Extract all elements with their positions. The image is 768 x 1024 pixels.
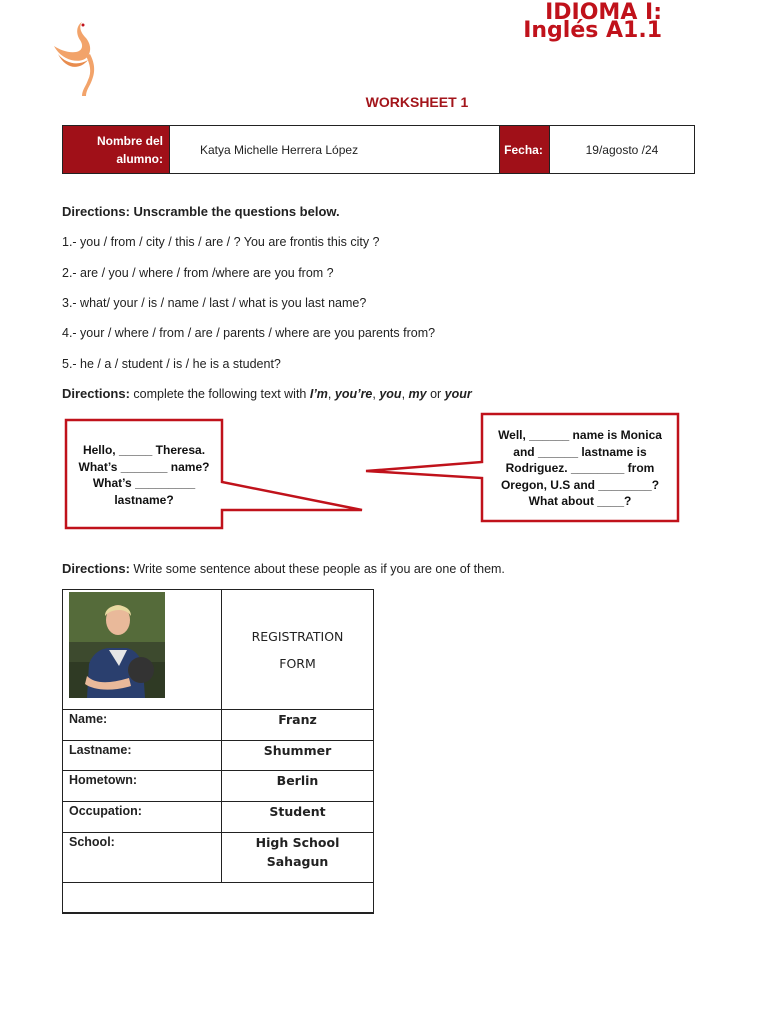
directions-complete [62,386,472,401]
directions-write [62,561,505,576]
student-info-table [62,125,695,174]
occupation-field-label: Occupation: [63,802,222,833]
question-item-4: 4.- your / where / from / are / parents / where are you parents from? [62,326,436,340]
directions-text: complete the following text with [129,387,310,401]
bubble-left-text [68,442,220,508]
form-title [222,590,374,710]
word-your: your [444,387,472,401]
hometown-field-value: Berlin [222,771,374,802]
directions-unscramble: Directions: Unscramble the questions below. [62,204,340,219]
question-item-1: 1.- you / from / city / this / are / ? You are frontis this city ? [62,235,380,249]
empty-row [63,883,374,913]
student-photo [69,592,165,698]
bubble-right-line: Oregon, U.S and ________? [500,477,660,492]
form-title-line2: FORM [279,655,316,671]
date-label: Fecha: [500,126,550,174]
name-field-label: Name: [63,710,222,741]
name-value: Katya Michelle Herrera López [170,126,500,174]
word-my: my [408,387,427,401]
separator: , [401,387,409,401]
name-label: Nombre del alumno: [63,126,170,174]
school-field-value: High School Sahagun [222,833,374,883]
hometown-field-label: Hometown: [63,771,222,802]
bubble-left-line: lastname? [114,492,174,507]
directions-label: Directions: [62,386,130,401]
form-title-line1: REGISTRATION [251,628,344,644]
word-youre: you’re [334,387,373,401]
name-field-value: Franz [222,710,374,741]
school-field-label: School: [63,833,222,883]
bubble-right-text [484,427,676,510]
registration-form-table [62,589,374,914]
bubble-right-line: Rodriguez. ________ from [505,461,655,475]
directions-text: Write some sentence about these people as if you are one of them. [129,562,505,576]
bubble-left-line: What’s _______ name? [78,459,210,474]
lastname-field-label: Lastname: [63,741,222,771]
flamingo-logo-icon [52,20,108,98]
photo-cell [63,590,222,710]
bubble-right-line: What about ____? [528,494,632,508]
bubble-right-line: and ______ lastname is [513,444,647,459]
question-item-5: 5.- he / a / student / is / he is a student? [62,357,281,371]
word-im: I’m [309,387,328,401]
course-title [523,0,662,43]
lastname-field-value: Shummer [222,741,374,771]
question-item-3: 3.- what/ your / is / name / last / what is you last name? [62,296,367,310]
separator: , [372,387,380,401]
question-item-2: 2.- are / you / where / from /where are you from ? [62,266,334,280]
course-title-line2: Inglés A1.1 [523,18,662,43]
date-value: 19/agosto /24 [550,126,695,174]
separator: , [327,387,335,401]
directions-label: Directions: [62,561,130,576]
course-title-line1: IDIOMA I: [545,0,662,25]
bubble-left-line: What’s _________ [92,476,196,490]
separator-or: or [426,387,445,401]
word-you: you [379,387,402,401]
occupation-field-value: Student [222,802,374,833]
worksheet-title: WORKSHEET 1 [365,94,469,110]
bubble-right-line: Well, ______ name is Monica [498,428,662,442]
bubble-left-line: Hello, _____ Theresa. [82,443,206,457]
